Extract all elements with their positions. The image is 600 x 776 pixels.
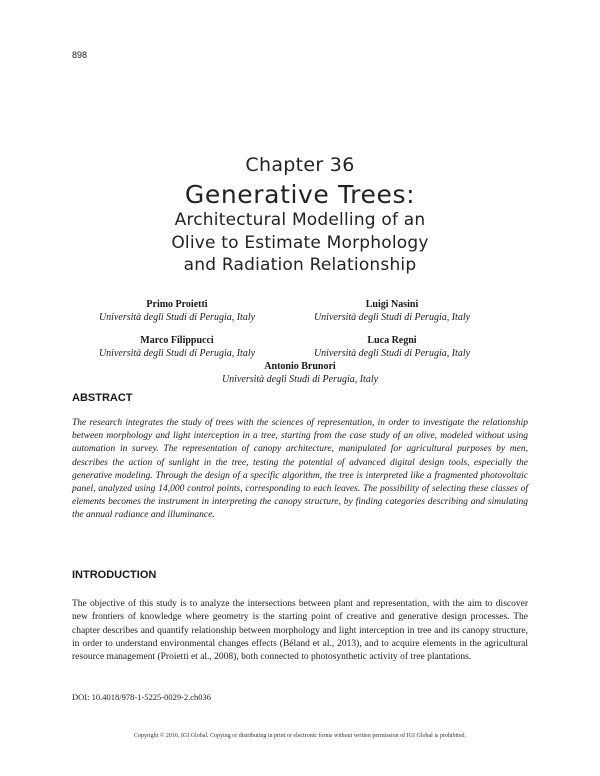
author-name: Marco Filippucci xyxy=(140,335,214,346)
author-block xyxy=(67,334,287,360)
author-affiliation: Università degli Studi di Perugia, Italy xyxy=(98,348,256,359)
author-affiliation: Università degli Studi di Perugia, Italy xyxy=(221,374,379,385)
introduction-text: The objective of this study is to analyze the intersections between plant and representation, with the aim to discover new frontiers of knowledge where geometry is the starting point of creative and generative design processes. The chapter describes and quantify relationship between morphology and light interception in tree and its canopy structure, in order to understand environmental changes effects (Béland et al., 2013), and to acquire elements in the agricultural resource management (Proietti et al., 2008), both connected to photosynthetic activity of tree plantations. xyxy=(72,599,528,663)
chapter-subtitle-line: and Radiation Relationship xyxy=(183,255,417,275)
copyright-footer: Copyright © 2016, IGI Global. Copying or distributing in print or electronic forms without written permission of IGI Global is prohibited. xyxy=(133,733,466,739)
author-name: Luigi Nasini xyxy=(365,299,419,310)
doi-line: DOI: 10.4018/978-1-5225-0029-2.ch036 xyxy=(72,692,212,702)
page-number: 898 xyxy=(72,50,88,60)
chapter-title: Generative Trees: xyxy=(184,180,416,209)
author-block xyxy=(67,298,287,324)
author-affiliation: Università degli Studi di Perugia, Italy xyxy=(98,312,256,323)
introduction-heading: INTRODUCTION xyxy=(72,569,157,581)
author-name: Luca Regni xyxy=(367,335,417,346)
author-affiliation: Università degli Studi di Perugia, Italy xyxy=(313,312,471,323)
author-name: Primo Proietti xyxy=(146,299,208,310)
author-block xyxy=(292,334,492,360)
author-block xyxy=(292,298,492,324)
chapter-subtitle-line: Olive to Estimate Morphology xyxy=(171,233,429,253)
author-block xyxy=(190,360,410,386)
author-name: Antonio Brunori xyxy=(264,361,336,372)
abstract-text: The research integrates the study of trees with the sciences of representation, in order to investigate the relationship between morphology and light interception in a tree, starting from the case study of an olive, modeled without using automation in survey. The representation of canopy architecture, manipulated for agricultural purposes by men, describes the action of sunlight in the tree, testing the potential of advanced digital design tools, especially the generative modeling. Through the design of a specific algorithm, the tree is interpreted like a fragmented photovoltaic panel, analyzed using 14,000 control points, corresponding to each leaves. The possibility of selecting these classes of elements becomes the instrument in interpreting the canopy structure, by finding categories describing and simulating the annual radiance and illuminance. xyxy=(72,418,528,521)
chapter-subtitle-line: Architectural Modelling of an xyxy=(174,210,426,230)
abstract-heading: ABSTRACT xyxy=(72,392,133,404)
chapter-label: Chapter 36 xyxy=(245,154,355,176)
author-affiliation: Università degli Studi di Perugia, Italy xyxy=(313,348,471,359)
